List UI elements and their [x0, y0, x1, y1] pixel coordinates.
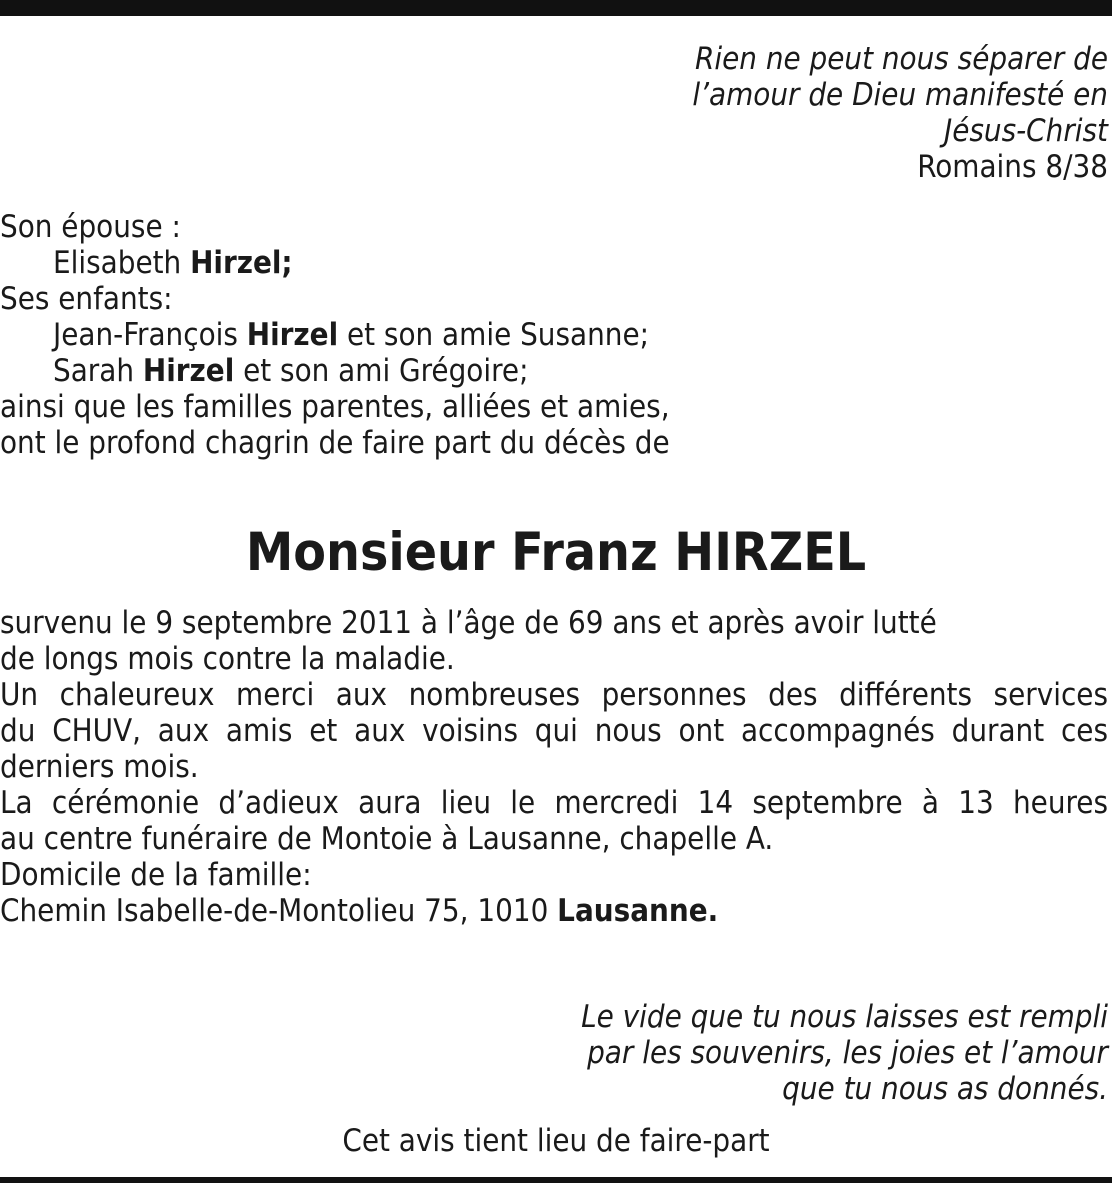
deceased-name: Monsieur Franz HIRZEL: [245, 522, 867, 583]
epigraph-line: Jésus-Christ: [943, 113, 1108, 149]
child-first-name: Sarah: [53, 353, 143, 389]
epigraph-line: Rien ne peut nous séparer de: [695, 41, 1108, 77]
address-city: Lausanne.: [557, 893, 719, 929]
child-first-name: Jean-François: [53, 317, 247, 353]
closing-quote-line: Le vide que tu nous laisses est rempli: [581, 999, 1108, 1035]
domicile-address: [0, 893, 1108, 929]
bottom-rule: [0, 1177, 1112, 1183]
domicile-heading: Domicile de la famille:: [0, 857, 312, 893]
spouse-name: [0, 245, 670, 281]
child-partner: et son ami Grégoire;: [234, 353, 529, 389]
child-last-name: Hirzel: [246, 317, 339, 353]
closing-quote-line: que tu nous as donnés.: [782, 1071, 1108, 1107]
spouse-last-name: Hirzel;: [190, 245, 293, 281]
ceremony-line: au centre funéraire de Montoie à Lausanne, chapelle A.: [0, 821, 774, 857]
epigraph: [692, 41, 1108, 185]
epigraph-reference: Romains 8/38: [917, 149, 1108, 185]
death-line: de longs mois contre la maladie.: [0, 641, 455, 677]
closing-quote-line: par les souvenirs, les joies et l’amour: [587, 1035, 1108, 1071]
thanks-line: derniers mois.: [0, 749, 199, 785]
address-street: Chemin Isabelle-de-Montolieu 75, 1010: [0, 893, 558, 929]
thanks-line: du CHUV, aux amis et aux voisins qui nous ont accompagnés durant ces: [0, 713, 1108, 749]
family-list: [0, 209, 670, 461]
children-heading: Ses enfants:: [0, 281, 173, 317]
top-rule: [0, 0, 1112, 16]
notice-body: [0, 605, 1108, 929]
spouse-heading: Son épouse :: [0, 209, 181, 245]
faire-part-notice: Cet avis tient lieu de faire-part: [342, 1123, 770, 1159]
closing-quote: [581, 999, 1108, 1107]
spouse-first-name: Elisabeth: [53, 245, 191, 281]
relatives-line: ainsi que les familles parentes, alliées et amies,: [0, 389, 670, 425]
child-partner: et son amie Susanne;: [338, 317, 650, 353]
epigraph-line: l’amour de Dieu manifesté en: [692, 77, 1108, 113]
announcement-line: ont le profond chagrin de faire part du décès de: [0, 425, 670, 461]
ceremony-line: La cérémonie d’adieux aura lieu le mercredi 14 septembre à 13 heures: [0, 785, 1108, 821]
child-entry: [0, 353, 670, 389]
death-line: survenu le 9 septembre 2011 à l’âge de 69 ans et après avoir lutté: [0, 605, 937, 641]
thanks-line: Un chaleureux merci aux nombreuses personnes des différents services: [0, 677, 1108, 713]
child-entry: [0, 317, 670, 353]
child-last-name: Hirzel: [142, 353, 235, 389]
